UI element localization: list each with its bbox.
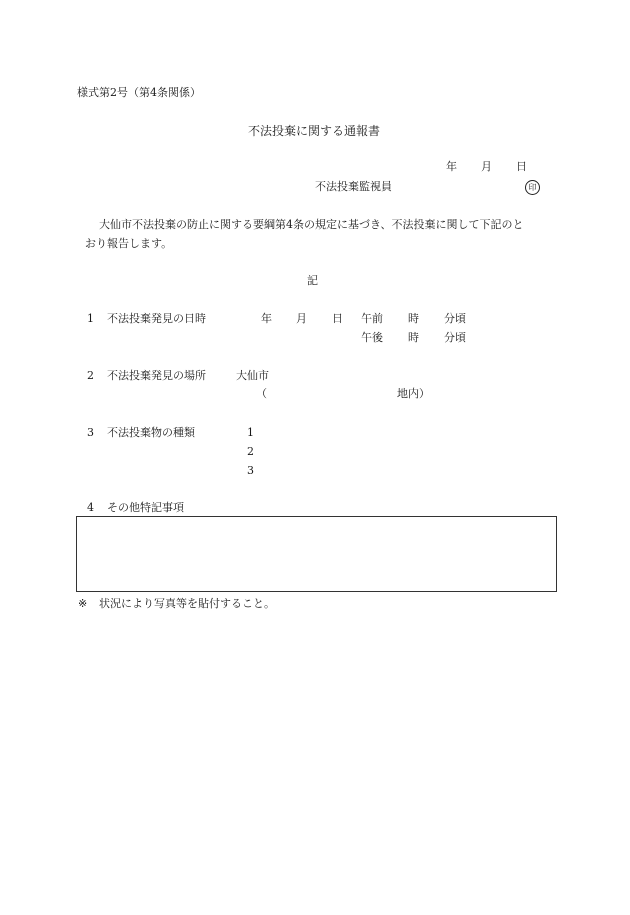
note-mark: ※ (78, 597, 88, 610)
form-number: 様式第2号（第4条関係） (77, 86, 201, 99)
document-title: 不法投棄に関する通報書 (248, 124, 381, 138)
note-text: 状況により写真等を貼付すること。 (99, 597, 275, 610)
reporter-label: 不法投棄監視員 (315, 180, 392, 193)
item3-label: 不法投棄物の種類 (107, 426, 195, 439)
body-text-line2: おり報告します。 (85, 237, 173, 250)
item2-paren-open: （ (256, 387, 267, 400)
item1-day: 日 (332, 312, 343, 325)
item1-am: 午前 (361, 312, 383, 325)
item1-minute-am: 分頃 (444, 312, 466, 325)
item4-number: 4 (87, 501, 94, 514)
date-year: 年 (446, 160, 457, 173)
item1-year: 年 (261, 312, 272, 325)
ki-heading: 記 (307, 274, 318, 287)
item1-hour-pm: 時 (408, 331, 419, 344)
item3-number: 3 (87, 426, 94, 439)
item2-number: 2 (87, 369, 94, 382)
item2-area-suffix: 地内） (397, 387, 430, 400)
item3-list-entry: 3 (247, 464, 254, 477)
item1-hour-am: 時 (408, 312, 419, 325)
item1-label: 不法投棄発見の日時 (107, 312, 206, 325)
item1-month: 月 (296, 312, 307, 325)
item1-pm: 午後 (361, 331, 383, 344)
seal-icon: 印 (525, 180, 540, 195)
item2-label: 不法投棄発見の場所 (107, 369, 206, 382)
item1-minute-pm: 分頃 (444, 331, 466, 344)
date-day: 日 (516, 160, 527, 173)
item3-list-entry: 1 (247, 426, 254, 439)
body-text-line1: 大仙市不法投棄の防止に関する要綱第4条の規定に基づき、不法投棄に関して下記のと (99, 218, 524, 231)
item4-label: その他特記事項 (107, 501, 184, 514)
item2-city: 大仙市 (236, 369, 269, 382)
remarks-box[interactable] (76, 516, 557, 592)
date-month: 月 (481, 160, 492, 173)
item1-number: 1 (87, 312, 94, 325)
item3-list-entry: 2 (247, 445, 254, 458)
